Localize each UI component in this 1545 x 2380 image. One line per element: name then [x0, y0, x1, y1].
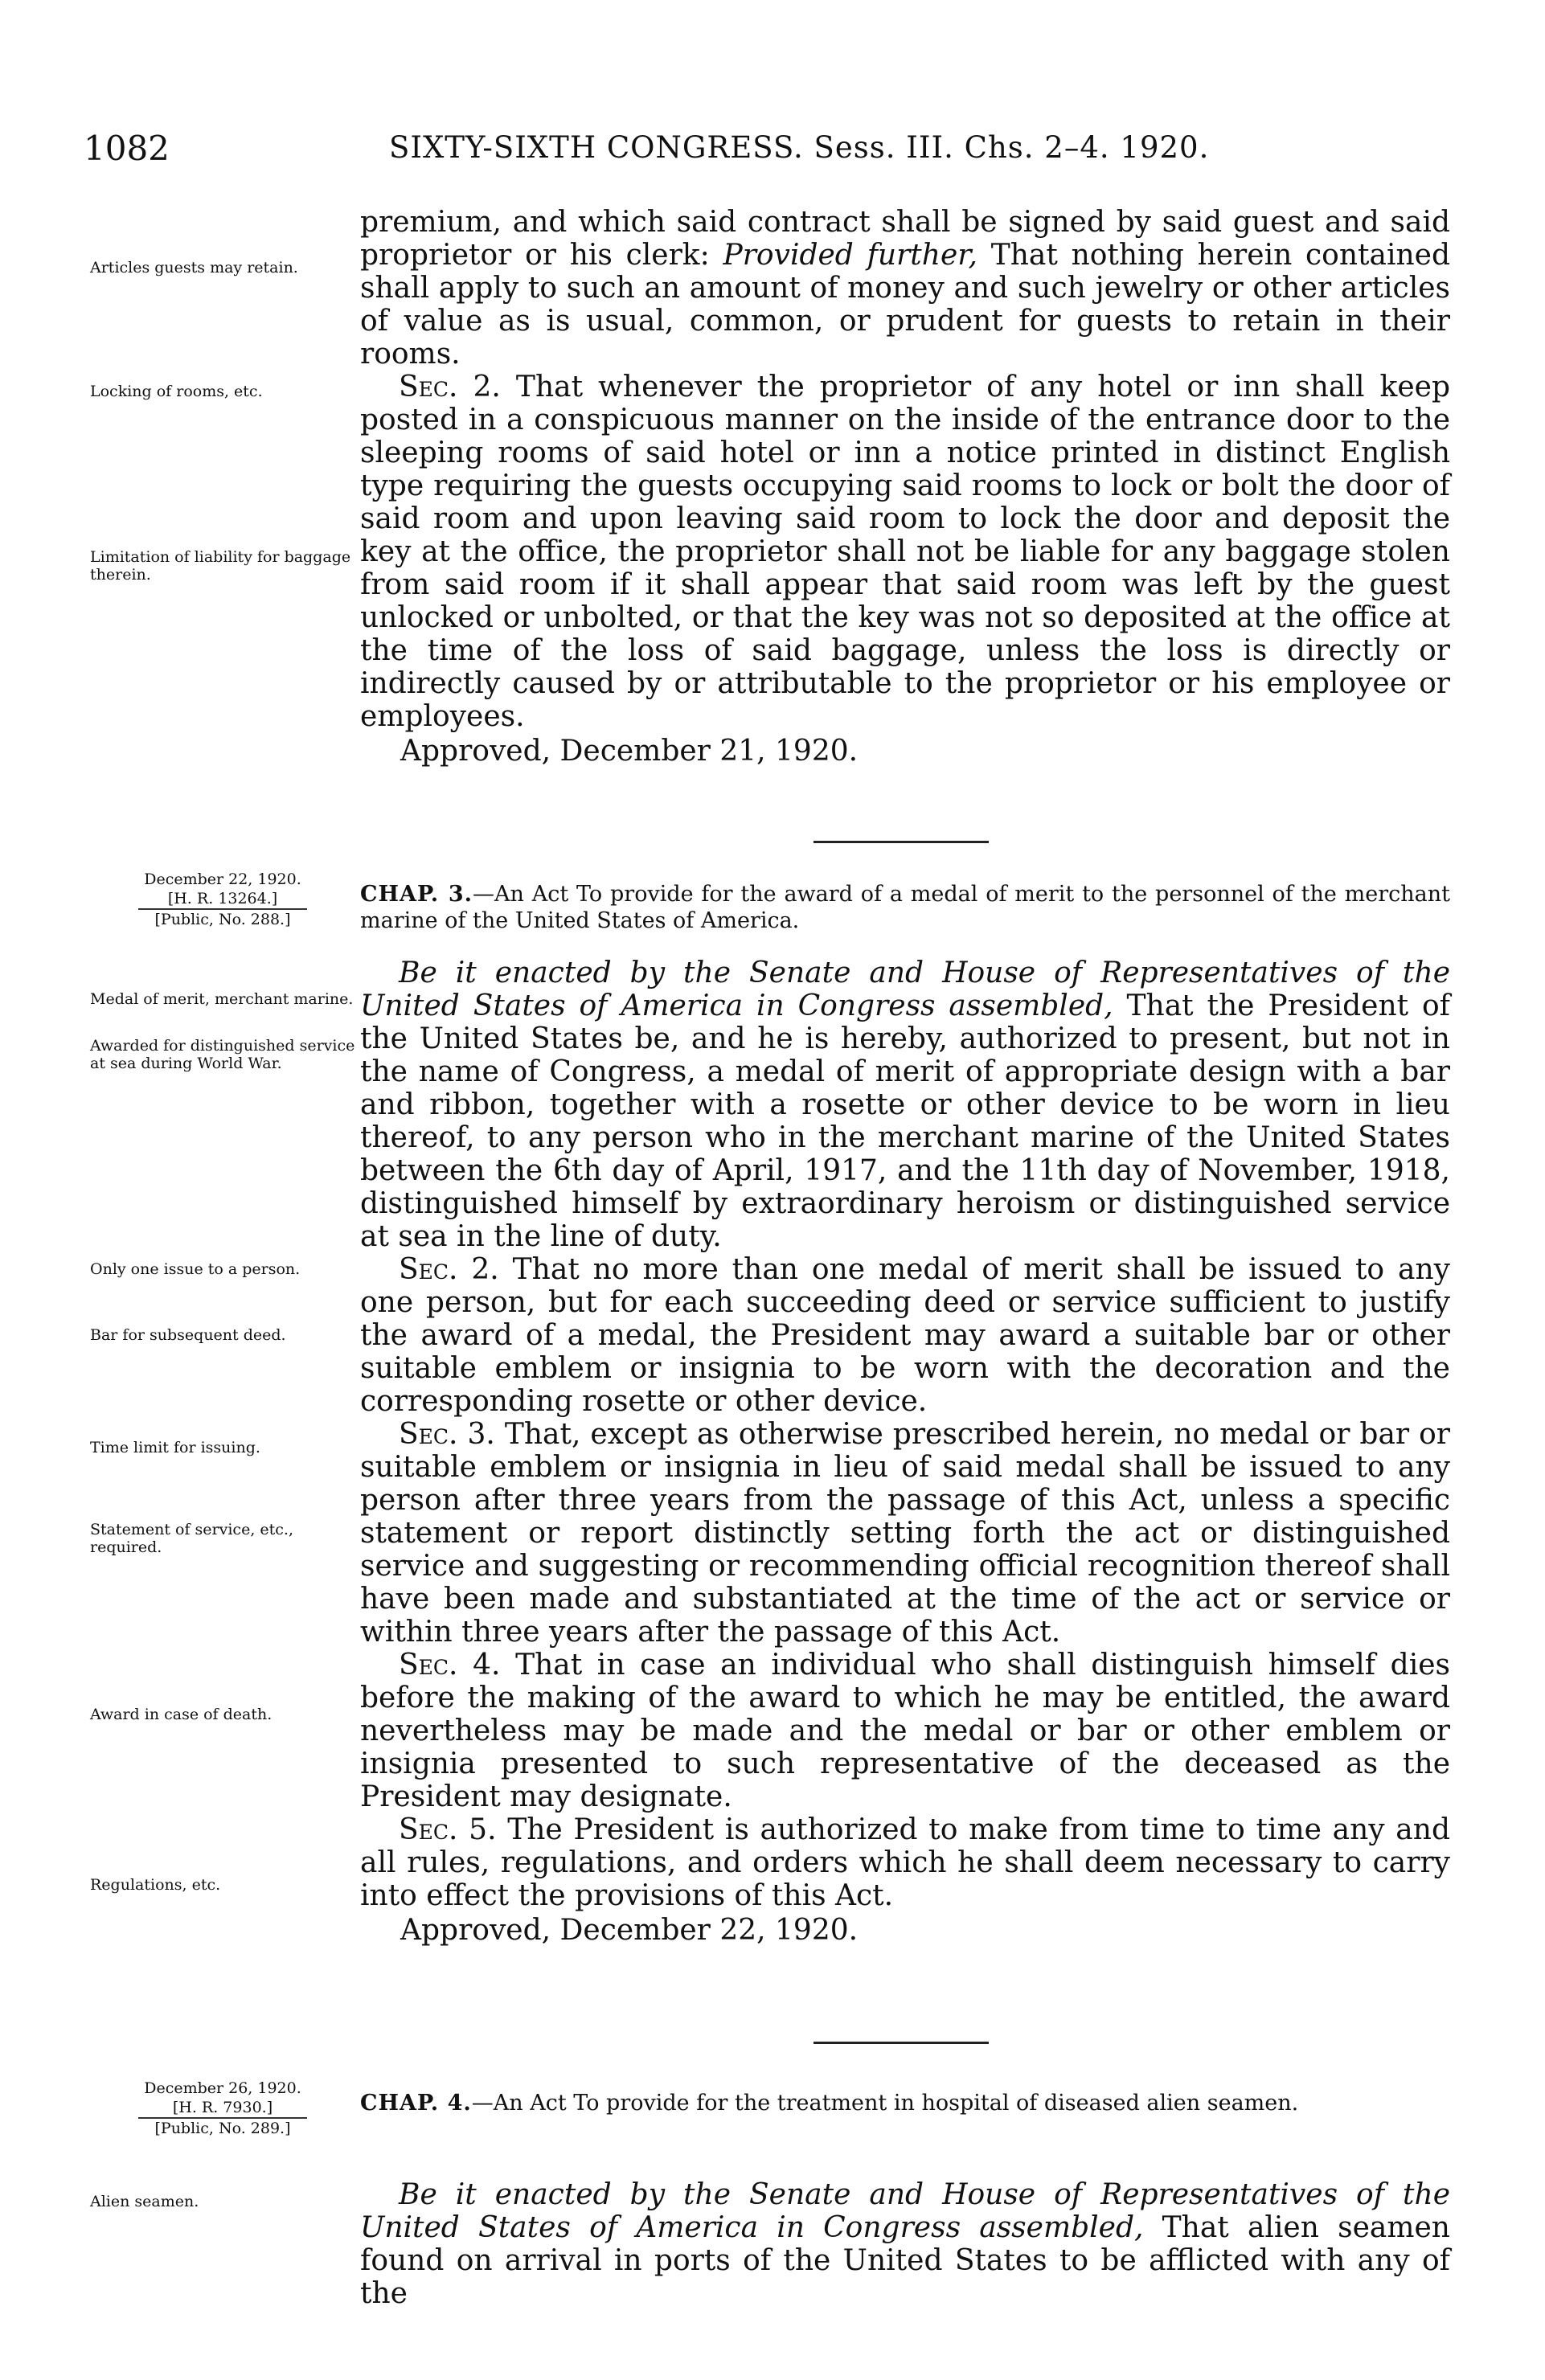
chapter3-body	[360, 957, 1450, 1947]
page-header	[84, 129, 1439, 167]
section-paragraph	[360, 1418, 1450, 1649]
margin-note: Statement of service, etc., required.	[90, 1521, 293, 1556]
section-label: Sec. 3.	[399, 1418, 495, 1451]
text-run: premium, and which said contract shall be signed by said guest and said proprietor or his clerk:	[360, 206, 1450, 272]
chapter3-title	[360, 881, 1450, 934]
enacting-clause: Be it enacted by the Senate and House of Representatives of the United States of America in Congress assembled,	[360, 957, 1450, 1022]
section-text: That in case an individual who shall distinguish himself dies before the making of the award to which he may be entitled, the award nevertheless may be made and the medal or bar or other emblem or insignia presented to such representative of the deceased as the President may designate.	[360, 1649, 1450, 1813]
running-title: SIXTY-SIXTH CONGRESS. Sess. III. Chs. 2–4. 1920.	[389, 130, 1210, 165]
chapter-label: CHAP. 4.	[360, 2091, 472, 2116]
margin-note: Awarded for distinguished service at sea during World War.	[90, 1037, 355, 1072]
section-paragraph	[360, 1813, 1450, 1912]
margin-note: Limitation of liability for baggage therein.	[90, 548, 351, 584]
chapter4-date-block	[90, 2079, 355, 2138]
section-paragraph	[360, 957, 1450, 1253]
section-paragraph	[360, 2178, 1450, 2310]
chapter-title-text: —An Act To provide for the award of a medal of merit to the personnel of the merchant marine of the United States of America.	[360, 882, 1450, 933]
section-label: Sec. 2.	[399, 1253, 499, 1286]
margin-note: Locking of rooms, etc.	[90, 383, 263, 400]
chapter-label: CHAP. 3.	[360, 882, 473, 907]
margin-note: Time limit for issuing.	[90, 1439, 260, 1456]
enactment-date: December 26, 1920.	[144, 2079, 301, 2097]
chapter-title-text: —An Act To provide for the treatment in hospital of diseased alien seamen.	[471, 2091, 1299, 2116]
chapter3-date-block	[90, 870, 355, 929]
approval-line: Approved, December 21, 1920.	[400, 735, 859, 768]
bill-number: [H. R. 7930.]	[138, 2098, 307, 2119]
section-label: Sec. 2.	[399, 371, 501, 403]
public-law-number: [Public, No. 289.]	[154, 2120, 291, 2137]
section-text: That, except as otherwise prescribed herein, no medal or bar or suitable emblem or insignia in lieu of said medal shall be issued to any person after three years from the passage of this Act, unless a specific statement or report distinctly setting forth the act or distinguished service and suggesting or recommending official recognition thereof shall have been made and substantiated at the time of the act or service or within three years after the passage of this Act.	[360, 1418, 1450, 1649]
section-text: That the President of the United States be, and he is hereby, authorized to present, but not in the name of Congress, a medal of merit of appropriate design with a bar and ribbon, together with a rosette or other device to be worn in lieu thereof, to any person who in the merchant marine of the United States between the 6th day of April, 1917, and the 11th day of November, 1918, distinguished himself by extraordinary heroism or distinguished service at sea in the line of duty.	[360, 989, 1450, 1253]
section-text: That whenever the proprietor of any hotel or inn shall keep posted in a conspicuous manner on the inside of the entrance door to the sleeping rooms of said hotel or inn a notice printed in distinct English type requiring the guests occupying said rooms to lock or bolt the door of said room and upon leaving said room to lock the door and deposit the key at the office, the proprietor shall not be liable for any baggage stolen from said room if it shall appear that said room was left by the guest unlocked or unbolted, or that the key was not so deposited at the office at the time of the loss of said baggage, unless the loss is directly or indirectly caused by or attributable to the proprietor or his employee or employees.	[360, 371, 1450, 733]
margin-note: Regulations, etc.	[90, 1876, 221, 1894]
section-text: The President is authorized to make from time to time any and all rules, regulations, and orders which he shall deem necessary to carry into effect the provisions of this Act.	[360, 1813, 1450, 1912]
section-paragraph	[360, 1253, 1450, 1418]
approval-line: Approved, December 22, 1920.	[400, 1914, 859, 1947]
divider-rule	[813, 2042, 989, 2044]
chapter4-title	[360, 2090, 1450, 2116]
divider-rule	[813, 841, 989, 843]
margin-note: Only one issue to a person.	[90, 1260, 301, 1278]
bill-number: [H. R. 13264.]	[138, 889, 307, 910]
paragraph	[360, 206, 1450, 371]
section-label: Sec. 5.	[399, 1813, 497, 1846]
section-paragraph	[360, 371, 1450, 733]
margin-note: Articles guests may retain.	[90, 259, 298, 277]
enacting-clause: Be it enacted by the Senate and House of Representatives of the United States of America in Congress assembled,	[360, 2178, 1450, 2244]
section-text: That no more than one medal of merit shall be issued to any one person, but for each succeeding deed or service sufficient to justify the award of a medal, the President may award a suitable bar or other suitable emblem or insignia to be worn with the decoration and the corresponding rosette or other device.	[360, 1253, 1450, 1418]
margin-note: Alien seamen.	[90, 2193, 199, 2210]
chapter4-body	[360, 2178, 1450, 2310]
margin-note: Bar for subsequent deed.	[90, 1326, 286, 1344]
enactment-date: December 22, 1920.	[144, 870, 301, 888]
proviso-text: Provided further,	[723, 239, 977, 272]
public-law-number: [Public, No. 288.]	[154, 911, 291, 928]
page-number: 1082	[84, 129, 170, 168]
margin-note: Award in case of death.	[90, 1706, 273, 1723]
section-paragraph	[360, 1649, 1450, 1813]
text-run: That nothing herein contained shall apply to such an amount of money and such jewelry or other articles of value as is usual, common, or prudent for guests to retain in their rooms.	[360, 239, 1451, 371]
section-text: That alien seamen found on arrival in ports of the United States to be afflicted with any of the	[360, 2211, 1450, 2310]
section-label: Sec. 4.	[399, 1649, 501, 1682]
chapter2-body	[360, 206, 1450, 768]
margin-note: Medal of merit, merchant marine.	[90, 990, 354, 1008]
